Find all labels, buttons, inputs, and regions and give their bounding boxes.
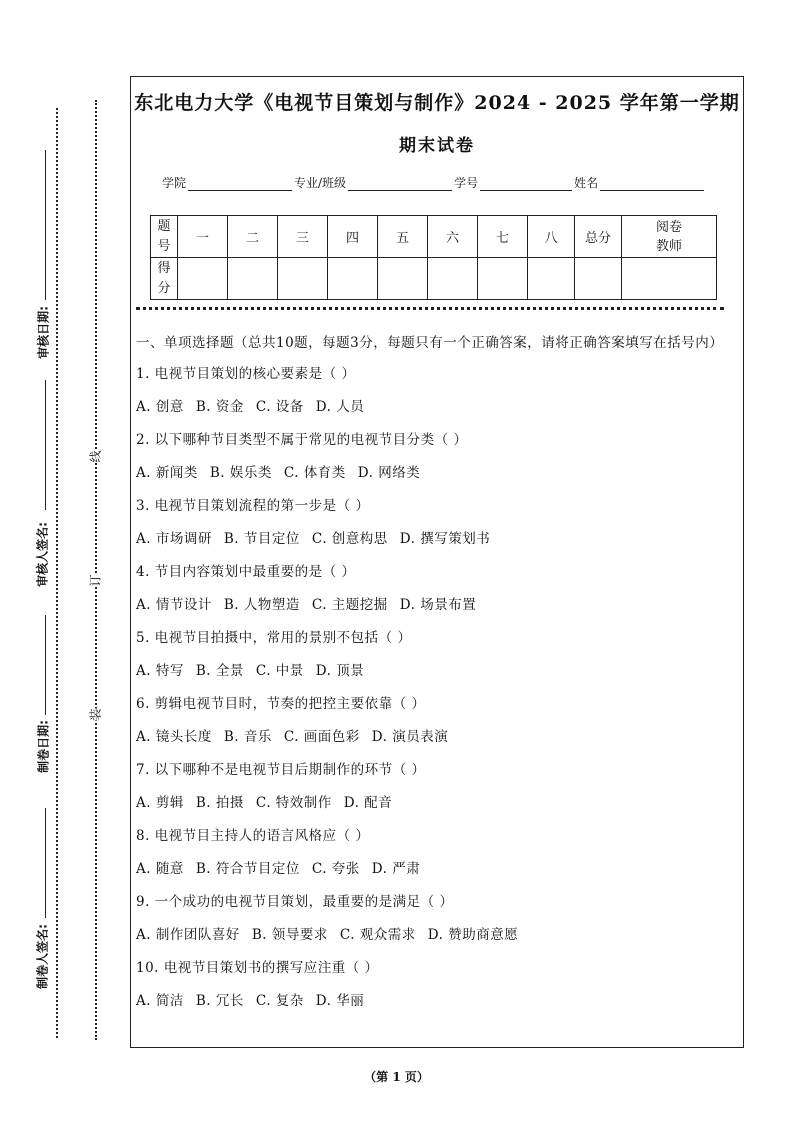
option-choice[interactable]: B. 全景 — [195, 663, 244, 679]
maker-date-label: 制卷日期: — [36, 720, 51, 773]
question-options — [136, 529, 736, 562]
major-class-field[interactable] — [348, 178, 452, 191]
option-choice[interactable]: B. 节目定位 — [223, 531, 300, 547]
option-choice[interactable]: A. 创意 — [136, 399, 184, 415]
score-col-header: 三 — [278, 216, 328, 258]
score-cell[interactable] — [278, 258, 328, 300]
option-choice[interactable]: B. 资金 — [195, 399, 244, 415]
question-stem: 4. 节目内容策划中最重要的是（ ） — [136, 564, 356, 580]
option-choice[interactable]: B. 拍摄 — [195, 795, 244, 811]
score-cell[interactable] — [478, 258, 528, 300]
maker-sign-label: 制卷人签名: — [35, 924, 50, 989]
score-cell[interactable] — [178, 258, 228, 300]
option-choice[interactable]: D. 严肃 — [371, 861, 421, 877]
option-choice[interactable]: D. 场景布置 — [399, 597, 477, 613]
option-choice[interactable]: C. 复杂 — [255, 993, 304, 1009]
question-stem: 5. 电视节目拍摄中，常用的景别不包括（ ） — [136, 630, 412, 646]
score-col-header: 二 — [228, 216, 278, 258]
dotted-separator — [136, 307, 724, 310]
option-choice[interactable]: A. 情节设计 — [136, 597, 212, 613]
score-col-header: 五 — [378, 216, 428, 258]
score-col-header: 四 — [328, 216, 378, 258]
score-cell[interactable] — [575, 258, 622, 300]
score-cell[interactable] — [428, 258, 478, 300]
score-col-header: 八 — [528, 216, 575, 258]
option-choice[interactable]: B. 音乐 — [223, 729, 272, 745]
option-choice[interactable]: A. 剪辑 — [136, 795, 184, 811]
question-stem: 2. 以下哪种节目类型不属于常见的电视节目分类（ ） — [136, 432, 468, 448]
name-label: 姓名 — [574, 176, 599, 190]
option-choice[interactable]: A. 制作团队喜好 — [136, 927, 240, 943]
question-section — [136, 333, 736, 1024]
option-choice[interactable]: C. 观众需求 — [339, 927, 416, 943]
question-list — [136, 364, 736, 1024]
score-cell[interactable] — [622, 258, 717, 300]
option-choice[interactable]: C. 主题挖掘 — [311, 597, 388, 613]
score-header: 得分 — [157, 260, 171, 296]
option-choice[interactable]: B. 领导要求 — [251, 927, 328, 943]
section-heading: 一、单项选择题（总共10题，每题3分，每题只有一个正确答案，请将正确答案填写在括号内） — [136, 335, 724, 351]
option-choice[interactable]: C. 画面色彩 — [283, 729, 360, 745]
question-options — [136, 991, 736, 1024]
option-choice[interactable]: B. 符合节目定位 — [195, 861, 300, 877]
name-field[interactable] — [600, 178, 704, 191]
option-choice[interactable]: D. 配音 — [343, 795, 393, 811]
question-stem: 8. 电视节目主持人的语言风格应（ ） — [136, 828, 370, 844]
score-cell[interactable] — [228, 258, 278, 300]
question-stem: 6. 剪辑电视节目时，节奏的把控主要依靠（ ） — [136, 696, 426, 712]
question-options — [136, 727, 736, 760]
reviewer-date-blank[interactable] — [45, 150, 46, 300]
option-choice[interactable]: A. 镜头长度 — [136, 729, 212, 745]
option-choice[interactable]: C. 中景 — [255, 663, 304, 679]
option-choice[interactable]: C. 设备 — [255, 399, 304, 415]
question-stem: 1. 电视节目策划的核心要素是（ ） — [136, 366, 356, 382]
binding-char-zhuang: 装 — [88, 708, 103, 721]
question-stem: 3. 电视节目策划流程的第一步是（ ） — [136, 498, 370, 514]
score-table-header-row1 — [151, 216, 178, 258]
option-choice[interactable]: B. 冗长 — [195, 993, 244, 1009]
binding-char-ding: 订 — [88, 574, 103, 587]
question-stem: 9. 一个成功的电视节目策划，最重要的是满足（ ） — [136, 894, 454, 910]
question-stem: 7. 以下哪种不是电视节目后期制作的环节（ ） — [136, 762, 426, 778]
major-class-label: 专业/班级 — [294, 176, 347, 190]
score-cell[interactable] — [378, 258, 428, 300]
score-cell[interactable] — [328, 258, 378, 300]
question-options — [136, 793, 736, 826]
binding-dotted-line-outer — [56, 108, 58, 1038]
option-choice[interactable]: C. 夸张 — [311, 861, 360, 877]
student-id-field[interactable] — [480, 178, 572, 191]
score-table — [150, 215, 717, 300]
binding-char-line: 线 — [88, 450, 103, 463]
score-col-header: 七 — [478, 216, 528, 258]
option-choice[interactable]: D. 网络类 — [357, 465, 421, 481]
binding-strip — [0, 0, 120, 1122]
question-stem: 10. 电视节目策划书的撰写应注重（ ） — [136, 960, 379, 976]
option-choice[interactable]: A. 随意 — [136, 861, 184, 877]
college-field[interactable] — [188, 178, 292, 191]
exam-subtitle: 期末试卷 — [399, 136, 475, 156]
score-col-header: 六 — [428, 216, 478, 258]
score-cell[interactable] — [528, 258, 575, 300]
option-choice[interactable]: C. 体育类 — [283, 465, 346, 481]
question-options — [136, 463, 736, 496]
option-choice[interactable]: D. 演员表演 — [371, 729, 449, 745]
option-choice[interactable]: D. 人员 — [315, 399, 365, 415]
question-options — [136, 859, 736, 892]
option-choice[interactable]: C. 创意构思 — [311, 531, 388, 547]
student-info-row — [162, 174, 706, 191]
question-number-header: 题号 — [157, 218, 171, 254]
option-choice[interactable]: A. 特写 — [136, 663, 184, 679]
question-options — [136, 661, 736, 694]
score-col-header: 总分 — [575, 216, 622, 258]
option-choice[interactable]: B. 人物塑造 — [223, 597, 300, 613]
reviewer-date-label: 审核日期: — [36, 306, 51, 359]
reviewer-sign-blank[interactable] — [45, 380, 46, 510]
option-choice[interactable]: D. 赞助商意愿 — [427, 927, 519, 943]
student-id-label: 学号 — [454, 176, 479, 190]
score-col-header-grader — [622, 216, 717, 258]
question-options — [136, 397, 736, 430]
maker-date-blank[interactable] — [45, 615, 46, 715]
grader-header: 阅卷教师 — [655, 219, 682, 254]
score-col-header: 一 — [178, 216, 228, 258]
question-options — [136, 925, 736, 958]
option-choice[interactable]: D. 华丽 — [315, 993, 365, 1009]
option-choice[interactable]: D. 撰写策划书 — [399, 531, 491, 547]
reviewer-sign-label: 审核人签名: — [35, 522, 50, 587]
binding-dotted-line-inner — [95, 100, 97, 1040]
option-choice[interactable]: C. 特效制作 — [255, 795, 332, 811]
question-options — [136, 595, 736, 628]
option-choice[interactable]: D. 顶景 — [315, 663, 365, 679]
maker-sign-blank[interactable] — [45, 808, 46, 918]
college-label: 学院 — [162, 176, 187, 190]
option-choice[interactable]: B. 娱乐类 — [209, 465, 272, 481]
exam-title: 东北电力大学《电视节目策划与制作》2024 - 2025 学年第一学期 — [134, 92, 740, 114]
score-table-header-row2 — [151, 258, 178, 300]
option-choice[interactable]: A. 新闻类 — [136, 465, 198, 481]
option-choice[interactable]: A. 市场调研 — [136, 531, 212, 547]
page-number: （第 1 页） — [364, 1070, 429, 1084]
option-choice[interactable]: A. 简洁 — [136, 993, 184, 1009]
